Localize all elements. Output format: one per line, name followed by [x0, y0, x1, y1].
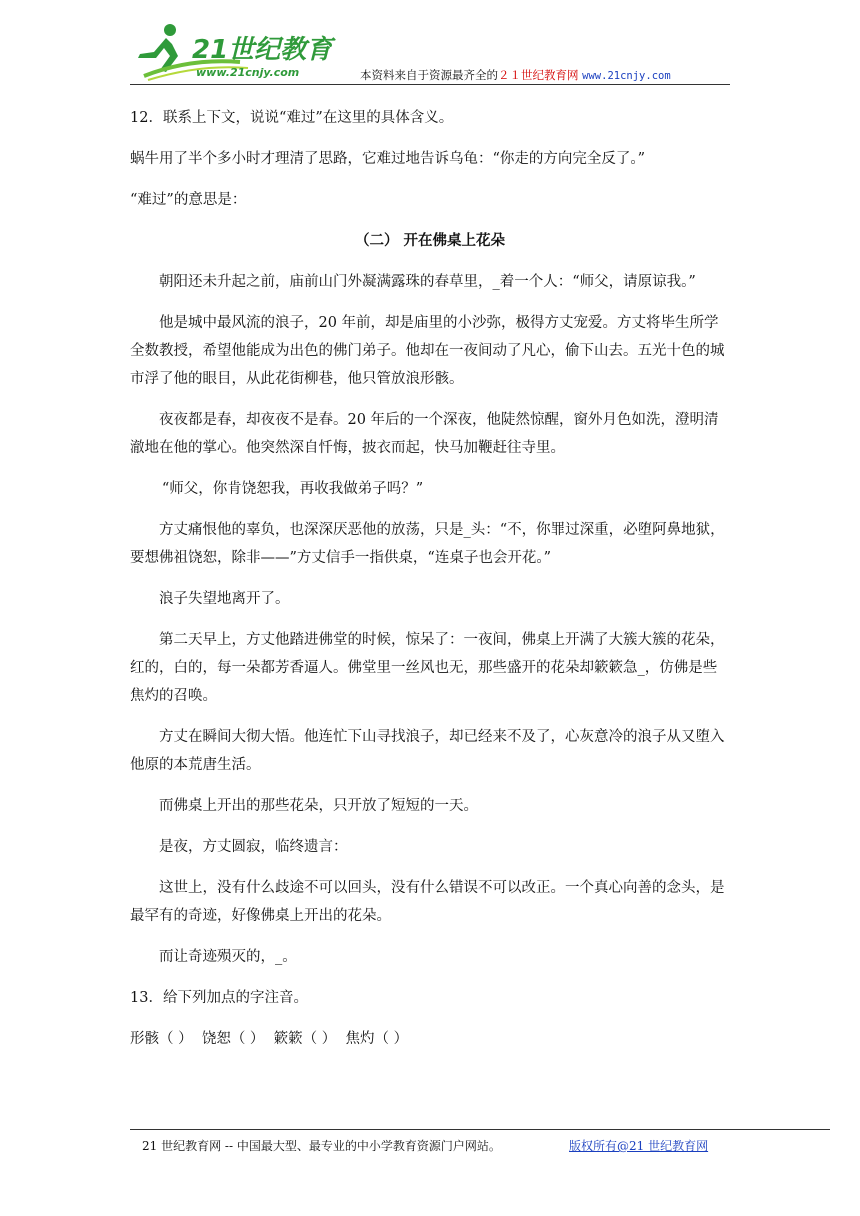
paragraph: 方丈在瞬间大彻大悟。他连忙下山寻找浪子，却已经来不及了，心灰意冷的浪子从又堕入他原的本荒唐生活。: [130, 729, 725, 773]
section-title: （二） 开在佛桌上花朵: [354, 233, 506, 249]
paragraph: 浪子失望地离开了。: [159, 591, 290, 607]
paragraph: 他是城中最风流的浪子，20 年前，却是庙里的小沙弥，极得方丈宠爱。方丈将毕生所学全数教授，希望他能成为出色的佛门弟子。他却在一夜间动了凡心，偷下山去。五光十色的城市浮了他的眼目，从此花街柳巷，他只管放浪形骸。: [130, 315, 725, 387]
document-body: [130, 104, 730, 1066]
paragraph: 这世上，没有什么歧途不可以回头，没有什么错误不可以改正。一个真心向善的念头，是最罕有的奇迹，好像佛桌上开出的花朵。: [130, 880, 725, 924]
header-divider: [130, 84, 730, 85]
footer: [142, 1137, 709, 1154]
question-13-items: 形骸（ ） 饶恕（ ） 簌簌（ ） 焦灼（ ）: [130, 1031, 409, 1047]
tagline-url[interactable]: www.21cnjy.com: [582, 70, 671, 82]
paragraph: 第二天早上，方丈他踏进佛堂的时候，惊呆了：一夜间，佛桌上开满了大簇大簇的花朵，红的，白的，每一朵都芳香逼人。佛堂里一丝风也无，那些盛开的花朵却簌簌急_，仿佛是些焦灼的召唤。: [130, 632, 725, 704]
paragraph: 方丈痛恨他的辜负，也深深厌恶他的放荡，只是_头：“不，你罪过深重，必堕阿鼻地狱，要想佛祖饶恕，除非——”方丈信手一指供桌，“连桌子也会开花。”: [130, 522, 725, 566]
paragraph: 夜夜都是春，却夜夜不是春。20 年后的一个深夜，他陡然惊醒，窗外月色如洗，澄明清澈地在他的掌心。他突然深自忏悔，披衣而起，快马加鞭赶往寺里。: [130, 412, 719, 456]
logo-url: www.21cnjy.com: [196, 66, 300, 79]
tagline-brand[interactable]: ２１世纪教育网: [498, 68, 579, 82]
copyright-link[interactable]: 版权所有@21 世纪教育网: [569, 1139, 709, 1153]
paragraph: 朝阳还未升起之前，庙前山门外凝满露珠的春草里，_着一个人：“师父，请原谅我。”: [159, 274, 696, 290]
site-logo: [130, 18, 340, 84]
header-tagline: [360, 67, 671, 83]
question-12-sentence: 蜗牛用了半个多小时才理清了思路，它难过地告诉乌龟：“你走的方向完全反了。”: [130, 151, 646, 167]
question-12: 12．联系上下文，说说“难过”在这里的具体含义。: [130, 110, 454, 126]
paragraph: 而佛桌上开出的那些花朵，只开放了短短的一天。: [159, 798, 478, 814]
footer-divider: [130, 1129, 830, 1130]
paragraph: “师父，你肯饶恕我，再收我做弟子吗？”: [161, 481, 424, 497]
question-13: 13．给下列加点的字注音。: [130, 990, 308, 1006]
paragraph: 是夜，方丈圆寂，临终遗言：: [159, 839, 348, 855]
question-12-answer-prompt: “难过”的意思是：: [130, 192, 247, 208]
paragraph: 而让奇迹殒灭的，_。: [159, 949, 297, 965]
tagline-prefix: 本资料来自于资源最齐全的: [360, 68, 498, 82]
logo-title: 21世纪教育: [192, 35, 333, 65]
footer-text: 21 世纪教育网 -- 中国最大型、最专业的中小学教育资源门户网站。: [142, 1139, 501, 1153]
